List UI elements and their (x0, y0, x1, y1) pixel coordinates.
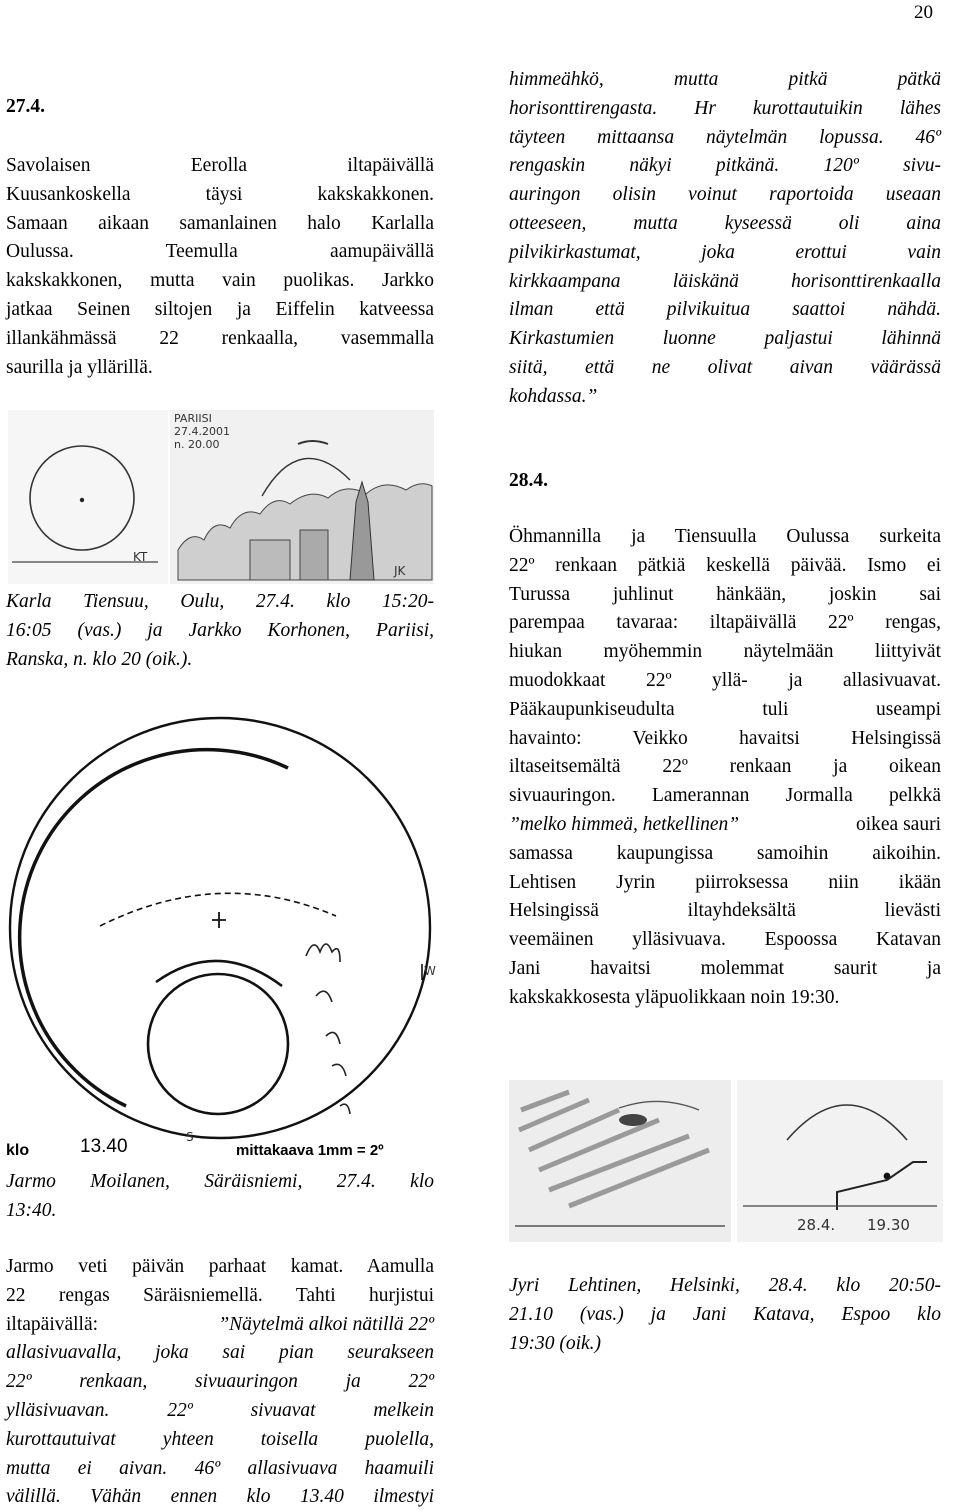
text-line: Helsingissä iltayhdeksältä lievästi (509, 900, 941, 922)
note-line: 27.4.2001 (174, 425, 230, 438)
text-line: illankähmässä 22 renkaalla, vasemmalla (6, 327, 434, 349)
quote-line: auringon olisin voinut raportoida useaan (509, 184, 941, 206)
paragraph-jarmo-continued (509, 66, 941, 412)
text-line: kakskakkosesta yläpuolikkaan noin 19:30. (509, 986, 840, 1008)
text-line: jatkaa Seinen siltojen ja Eiffelin katveessa (6, 298, 434, 320)
text-line: Turussa juhlinut hänkään, joskin sai (509, 583, 941, 605)
quote-line: täyteen mittaansa näytelmän lopussa. 46º (509, 126, 941, 148)
text-line: kakskakkonen, mutta vain puolikas. Jarkko (6, 270, 434, 292)
text-line-mixed (509, 811, 941, 840)
text-line: saurilla ja yllärillä. (6, 356, 153, 378)
time-value: 13.40 (80, 1136, 128, 1157)
caption-line: 19:30 (oik.) (509, 1332, 602, 1354)
caption-line: Ranska, n. klo 20 (oik.). (6, 648, 193, 670)
caption-jyri-jani (509, 1272, 941, 1358)
note-line: n. 20.00 (174, 438, 220, 451)
paragraph-27-4 (6, 152, 434, 382)
caption-line: 21.10 (vas.) ja Jani Katava, Espoo klo (509, 1303, 941, 1325)
south-mark: S (186, 1130, 194, 1144)
text-line: muodokkaat 22º yllä- ja allasivuavat. (509, 669, 941, 691)
halo-diagram-jarmo (6, 706, 440, 1164)
caption-line: Karla Tiensuu, Oulu, 27.4. klo 15:20- (6, 591, 434, 612)
west-mark: W (424, 964, 436, 978)
sketch-karla-oulu (8, 410, 168, 584)
quote-line: Kirkastumien luonne paljastui lähinnä (509, 328, 941, 350)
page-number: 20 (914, 2, 933, 23)
quote-line: välillä. Vähän ennen klo 13.40 ilmestyi (6, 1486, 434, 1508)
sun-patch (619, 1114, 647, 1126)
sketch-time: 19.30 (867, 1216, 910, 1234)
caption-line: Jyri Lehtinen, Helsinki, 28.4. klo 20:50- (509, 1275, 941, 1296)
tree-line (837, 1162, 927, 1210)
text-line: 22 rengas Säräisniemellä. Tahti hurjistui (6, 1284, 434, 1306)
text-line: Kuusankoskella täysi kakskakkonen. (6, 183, 434, 205)
quote-line: pilvikirkastumat, joka erottui vain (509, 241, 941, 263)
text-line: Jarmo veti päivän parhaat kamat. Aamulla (6, 1256, 434, 1277)
text-line: Samaan aikaan samanlainen halo Karlalla (6, 212, 434, 234)
caption-line: 13:40. (6, 1199, 57, 1221)
quote-line: otteeseen, mutta kyseessä oli aina (509, 212, 941, 234)
paragraph-jarmo (6, 1253, 434, 1512)
sketch-initials: JK (394, 564, 406, 578)
text-line: hiukan myöhemmin näytelmään liittyivät (509, 641, 941, 663)
quote-line: siitä, että ne olivat aivan väärässä (509, 356, 941, 378)
horizon-circle (10, 718, 430, 1138)
text-line-mixed (6, 1311, 434, 1340)
text-line: Savolaisen Eerolla iltapäivällä (6, 155, 434, 176)
text-line: parempaa tavaraa: iltapäivällä 22º rengas, (509, 612, 941, 634)
quote-line: kohdassa.” (509, 385, 598, 407)
quote-line: mutta ei aivan. 46º allasivuava haamuili (6, 1457, 434, 1479)
scale-label: mittakaava 1mm = 2º (236, 1142, 384, 1159)
caption-line: Jarmo Moilanen, Säräisniemi, 27.4. klo (6, 1171, 434, 1192)
text-line: iltaseitsemältä 22º renkaan ja oikean (509, 756, 941, 778)
text-line: samassa kaupungissa samoihin aikoihin. (509, 842, 941, 864)
halo-arc (262, 458, 350, 496)
quote-line: horisonttirengasta. Hr kurottautuikin lähes (509, 97, 941, 119)
text-segment: oikea sauri (855, 813, 941, 835)
date-heading-27-4: 27.4. (6, 96, 45, 117)
upper-tangent-arc (100, 893, 336, 926)
sketch-note (174, 412, 230, 451)
quote-line: kirkkaampana läiskänä horisonttirenkaalla (509, 270, 941, 292)
sun-dot (80, 498, 84, 502)
sketch-initials: KT (133, 550, 148, 564)
date-heading-28-4: 28.4. (509, 470, 548, 491)
zenith-mark (212, 912, 226, 928)
quote-segment: ”Näytelmä alkoi nätillä 22º (218, 1313, 434, 1335)
sketch-jarkko-pariisi (170, 410, 434, 584)
text-line: Öhmannilla ja Tiensuulla Oulussa surkeita (509, 526, 941, 547)
quote-segment: ”melko himmeä, hetkellinen” (509, 813, 740, 835)
text-line: 22º renkaan pätkiä keskellä päivää. Ismo ei (509, 554, 941, 576)
text-line: Jani havaitsi molemmat saurit ja (509, 957, 941, 979)
building (250, 540, 290, 580)
caption-line: 16:05 (vas.) ja Jarkko Korhonen, Pariisi, (6, 619, 434, 641)
text-segment: iltapäivällä: (6, 1313, 99, 1335)
ring-22 (148, 974, 288, 1114)
caption-karla-jarkko (6, 588, 434, 674)
text-line: havainto: Veikko havaitsi Helsingissä (509, 727, 941, 749)
quote-line: allasivuavalla, joka sai pian seurakseen (6, 1342, 434, 1364)
quote-line: himmeähkö, mutta pitkä pätkä (509, 69, 941, 90)
halo-arc (619, 1101, 699, 1110)
ring-46-arc (20, 750, 288, 1106)
tree-outlines (306, 944, 350, 1114)
quote-line: rengaskin näkyi pitkänä. 120º sivu- (509, 155, 941, 177)
quote-line: ilman että pilvikuitua saattoi nähdä. (509, 299, 941, 321)
cloud-streaks (519, 1092, 709, 1206)
text-line: veemäinen ylläsivuava. Espoossa Katavan (509, 929, 941, 951)
halo-arc (787, 1105, 907, 1140)
time-label: klo (6, 1142, 30, 1159)
paragraph-28-4 (509, 523, 941, 1013)
sketch-jyri-helsinki (509, 1080, 731, 1242)
quote-line: kurottautuivat yhteen toisella puolella, (6, 1428, 434, 1450)
quote-line: ylläsivuavan. 22º sivuavat melkein (6, 1399, 434, 1421)
text-line: Lehtisen Jyrin piirroksessa niin ikään (509, 871, 941, 893)
note-line: PARIISI (174, 412, 212, 425)
building (300, 530, 328, 580)
text-line: Pääkaupunkiseudulta tuli useampi (509, 698, 941, 720)
text-line: sivuauringon. Lamerannan Jormalla pelkkä (509, 785, 941, 807)
upper-tangent-arc (298, 441, 328, 444)
sketch-jani-espoo (737, 1080, 943, 1242)
sketch-date: 28.4. (797, 1216, 836, 1234)
quote-line: 22º renkaan, sivuauringon ja 22º (6, 1371, 434, 1393)
text-line: Oulussa. Teemulla aamupäivällä (6, 241, 434, 263)
caption-jarmo (6, 1168, 434, 1226)
